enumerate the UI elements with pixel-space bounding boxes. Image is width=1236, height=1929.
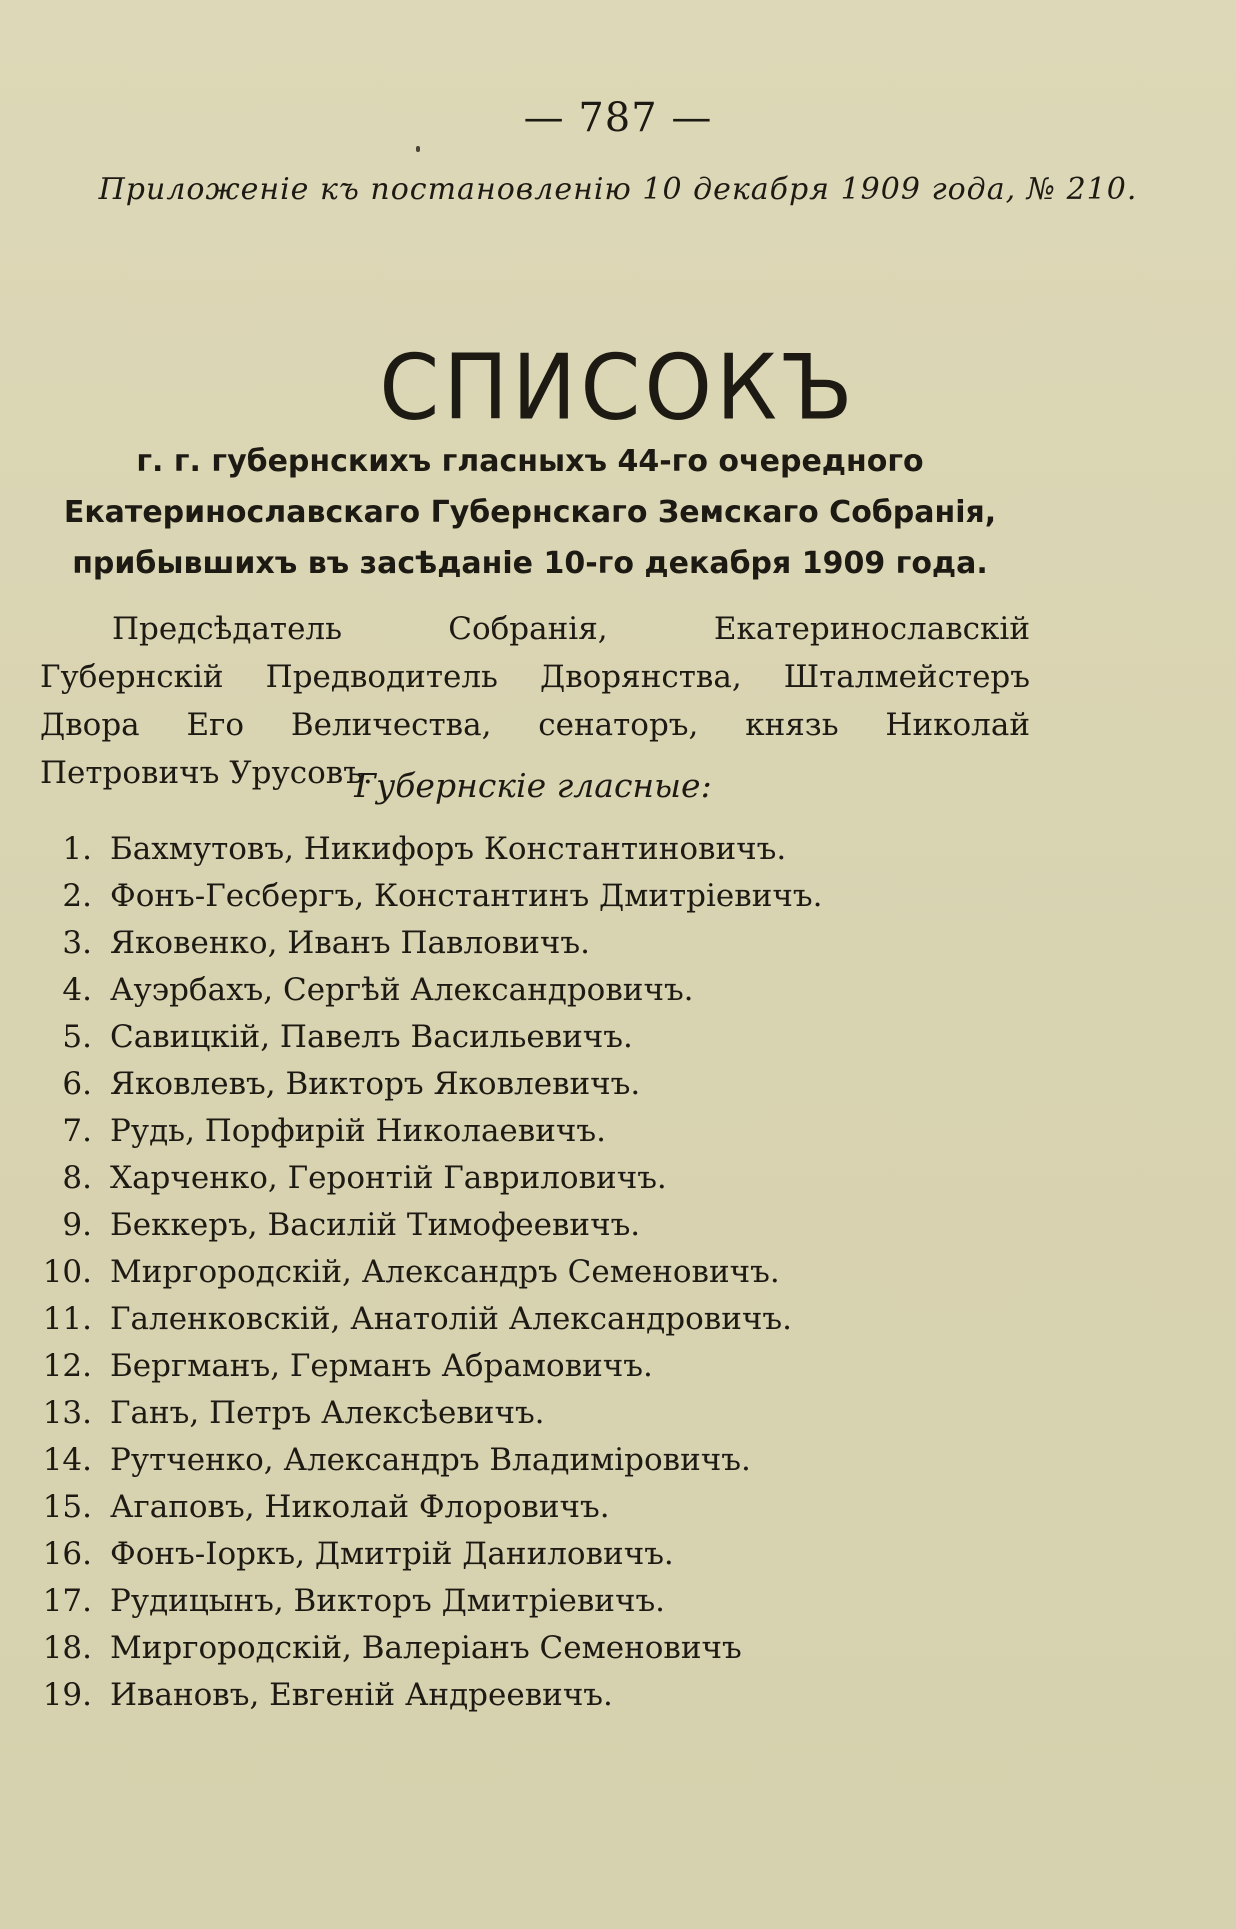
members-list <box>40 826 1040 1719</box>
list-item: 10. Миргородскій, Александръ Семеновичъ. <box>42 1254 780 1290</box>
list-item: 14. Рутченко, Александръ Владиміровичъ. <box>42 1442 751 1478</box>
list-item: 7. Рудь, Порфирій Николаевичъ. <box>62 1113 606 1149</box>
list-item: 18. Миргородскій, Валеріанъ Семеновичъ <box>42 1630 742 1666</box>
list-item: 12. Бергманъ, Германъ Абрамовичъ. <box>42 1348 653 1384</box>
list-item: 1. Бахмутовъ, Никифоръ Константиновичъ. <box>62 831 787 867</box>
list-item: 2. Фонъ-Гесбергъ, Константинъ Дмитріевичъ. <box>62 878 823 914</box>
list-item: 16. Фонъ-Іоркъ, Дмитрій Даниловичъ. <box>42 1536 674 1572</box>
list-item: 9. Беккеръ, Василій Тимофеевичъ. <box>62 1207 641 1243</box>
ink-speck <box>416 146 420 152</box>
list-item: 3. Яковенко, Иванъ Павловичъ. <box>62 925 591 961</box>
list-item: 5. Савицкій, Павелъ Васильевичъ. <box>62 1019 633 1055</box>
list-item: 6. Яковлевъ, Викторъ Яковлевичъ. <box>62 1066 641 1102</box>
page-number: — 787 — <box>523 95 713 141</box>
chairman-text: Предсѣдатель Собранія, Екатеринославскій Губернскій Предводитель Дворянства, Шталмейстеръ Двора Его Величества, сенаторъ, князь Николай Петровичъ Урусовъ. <box>40 611 1030 791</box>
appendix-note: Приложеніе къ постановленію 10 декабря 1909 года, № 210. <box>98 172 1138 207</box>
list-item: 11. Галенковскій, Анатолій Александровичъ. <box>42 1301 792 1337</box>
list-item: 4. Ауэрбахъ, Сергѣй Александровичъ. <box>62 972 694 1008</box>
list-item: 17. Рудицынъ, Викторъ Дмитріевичъ. <box>42 1583 666 1619</box>
document-subtitle: г. г. губернскихъ гласныхъ 44-го очередного Екатеринославскаго Губернскаго Земскаго Собранія, прибывшихъ въ засѣданіе 10-го декабря 1909 года. <box>63 444 997 581</box>
list-item: 15. Агаповъ, Николай Флоровичъ. <box>42 1489 610 1525</box>
section-heading: Губернскіе гласные: <box>354 766 712 805</box>
list-item: 8. Харченко, Геронтій Гавриловичъ. <box>62 1160 667 1196</box>
list-item: 19. Ивановъ, Евгеній Андреевичъ. <box>42 1677 613 1713</box>
list-item: 13. Ганъ, Петръ Алексѣевичъ. <box>42 1395 545 1431</box>
document-title: СПИСОКЪ <box>379 335 857 441</box>
